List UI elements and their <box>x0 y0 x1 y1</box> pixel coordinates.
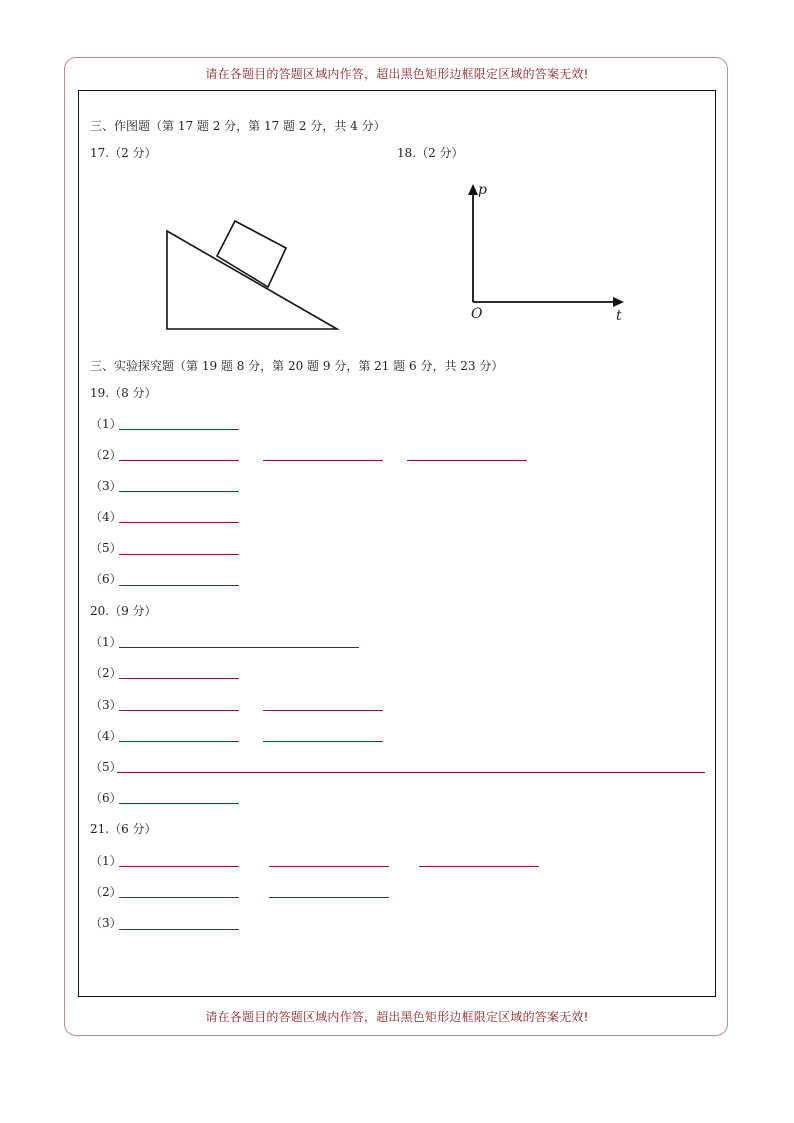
q19-3-answer-line[interactable] <box>119 491 239 492</box>
q19-2b-answer-line[interactable] <box>263 460 383 461</box>
bottom-notice: 请在各题目的答题区域内作答，超出黑色矩形边框限定区域的答案无效! <box>205 1010 589 1024</box>
q19-1-answer-line[interactable] <box>119 429 239 430</box>
block-on-incline <box>217 221 286 287</box>
q17-label: 17.（2 分） <box>90 146 157 160</box>
q19-item-5-label: （5） <box>90 541 122 555</box>
q20-item-4-label: （4） <box>90 729 122 743</box>
q18-label: 18.（2 分） <box>397 146 464 160</box>
q20-6-answer-line[interactable] <box>119 803 239 804</box>
q19-2a-answer-line[interactable] <box>119 460 239 461</box>
q20-1-answer-line[interactable] <box>119 647 359 648</box>
q19-5-answer-line[interactable] <box>119 554 239 555</box>
q21-1c-answer-line[interactable] <box>419 866 539 867</box>
q20-item-3-label: （3） <box>90 698 122 712</box>
q21-1a-answer-line[interactable] <box>119 866 239 867</box>
q19-item-1-label: （1） <box>90 417 122 431</box>
q19-6-answer-line[interactable] <box>119 585 239 586</box>
q18-pt-graph[interactable] <box>462 180 632 330</box>
q20-3b-answer-line[interactable] <box>263 710 383 711</box>
q19-4-answer-line[interactable] <box>119 522 239 523</box>
q21-item-1-label: （1） <box>90 854 122 868</box>
q19-item-3-label: （3） <box>90 479 122 493</box>
q21-item-2-label: （2） <box>90 885 122 899</box>
q21-label: 21.（6 分） <box>90 822 157 836</box>
q17-incline-diagram[interactable] <box>160 215 350 335</box>
q21-1b-answer-line[interactable] <box>269 866 389 867</box>
graph-x-label: t <box>616 308 622 324</box>
q19-item-4-label: （4） <box>90 510 122 524</box>
q21-3-answer-line[interactable] <box>119 929 239 930</box>
experiment-section-heading: 三、实验探究题（第 19 题 8 分，第 20 题 9 分，第 21 题 6 分，共 23 分） <box>90 359 504 373</box>
q20-item-1-label: （1） <box>90 635 122 649</box>
q21-2b-answer-line[interactable] <box>269 897 389 898</box>
q21-2a-answer-line[interactable] <box>119 897 239 898</box>
q20-item-5-label: （5） <box>90 760 122 774</box>
graph-origin-label: O <box>471 306 483 322</box>
q19-item-2-label: （2） <box>90 448 122 462</box>
q20-label: 20.（9 分） <box>90 604 157 618</box>
q19-label: 19.（8 分） <box>90 386 157 400</box>
q20-4a-answer-line[interactable] <box>119 741 239 742</box>
q20-item-6-label: （6） <box>90 791 122 805</box>
q20-5-answer-line[interactable] <box>117 772 705 773</box>
incline-triangle <box>167 231 337 329</box>
q19-item-6-label: （6） <box>90 572 122 586</box>
q21-item-3-label: （3） <box>90 916 122 930</box>
graph-y-label: p <box>478 182 487 198</box>
q20-3a-answer-line[interactable] <box>119 710 239 711</box>
q20-2-answer-line[interactable] <box>119 678 239 679</box>
x-axis-arrow <box>613 297 624 307</box>
top-notice: 请在各题目的答题区域内作答，超出黑色矩形边框限定区域的答案无效! <box>205 67 589 81</box>
y-axis-arrow <box>468 184 478 195</box>
q19-2c-answer-line[interactable] <box>407 460 527 461</box>
q20-item-2-label: （2） <box>90 666 122 680</box>
drawing-section-heading: 三、作图题（第 17 题 2 分，第 17 题 2 分，共 4 分） <box>90 119 386 133</box>
q20-4b-answer-line[interactable] <box>263 741 383 742</box>
